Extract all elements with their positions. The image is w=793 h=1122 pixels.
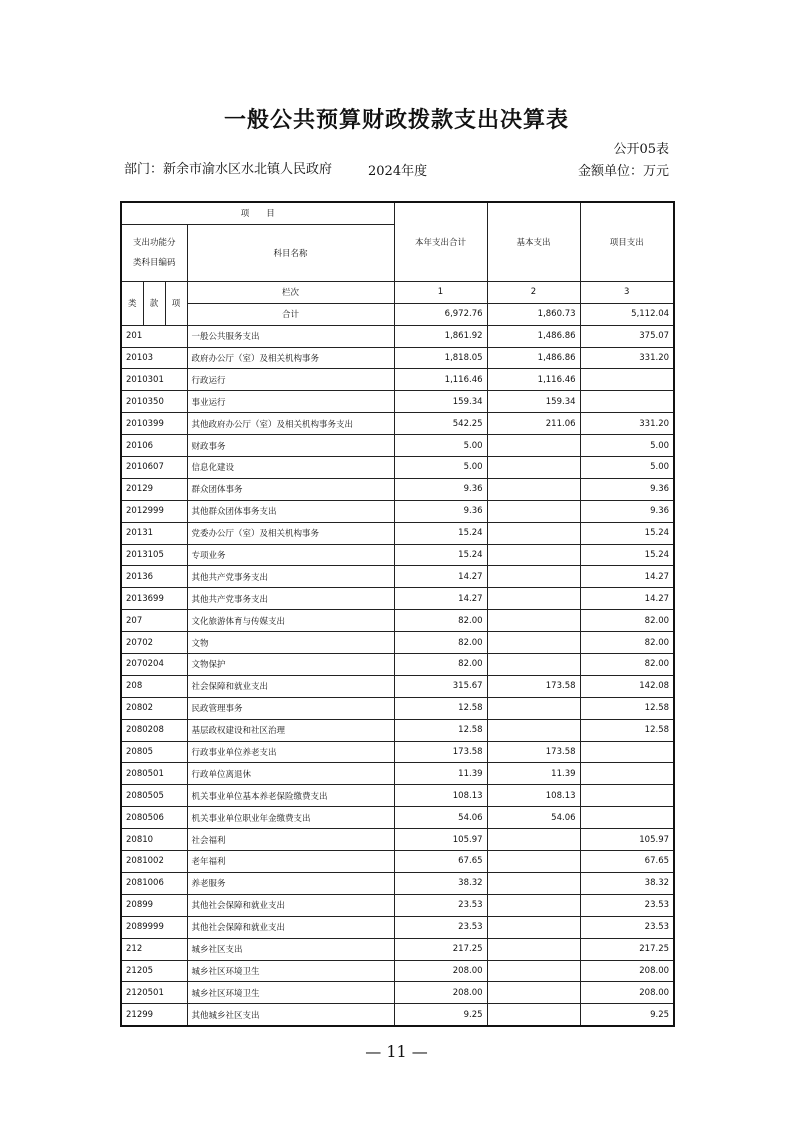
total-row-total: 6,972.76 — [394, 303, 487, 325]
row-subject-name: 基层政权建设和社区治理 — [187, 719, 394, 741]
row-basic: 11.39 — [487, 763, 580, 785]
row-project: 14.27 — [580, 588, 674, 610]
row-project: 12.58 — [580, 697, 674, 719]
row-project: 15.24 — [580, 522, 674, 544]
row-code: 207 — [121, 610, 187, 632]
row-project — [580, 369, 674, 391]
table-row — [121, 325, 674, 347]
row-subject-name: 党委办公厅（室）及相关机构事务 — [187, 522, 394, 544]
row-code: 2081002 — [121, 851, 187, 873]
row-code: 2010301 — [121, 369, 187, 391]
header-col-2: 2 — [487, 281, 580, 303]
row-project: 9.25 — [580, 1004, 674, 1026]
row-subject-name: 财政事务 — [187, 435, 394, 457]
row-subject-name: 行政单位离退休 — [187, 763, 394, 785]
row-total: 315.67 — [394, 675, 487, 697]
row-subject-name: 事业运行 — [187, 391, 394, 413]
row-total: 15.24 — [394, 544, 487, 566]
table-row — [121, 544, 674, 566]
row-code: 2080501 — [121, 763, 187, 785]
row-project — [580, 807, 674, 829]
row-subject-name: 专项业务 — [187, 544, 394, 566]
row-code: 2010399 — [121, 413, 187, 435]
row-code: 2120501 — [121, 982, 187, 1004]
header-xiang: 项 — [165, 281, 187, 325]
row-code: 20702 — [121, 632, 187, 654]
row-code: 20136 — [121, 566, 187, 588]
header-basic: 基本支出 — [487, 202, 580, 281]
row-basic: 173.58 — [487, 675, 580, 697]
row-total: 82.00 — [394, 610, 487, 632]
row-code: 2013699 — [121, 588, 187, 610]
row-subject-name: 其他城乡社区支出 — [187, 1004, 394, 1026]
row-project: 142.08 — [580, 675, 674, 697]
row-basic — [487, 588, 580, 610]
row-basic — [487, 938, 580, 960]
row-project: 208.00 — [580, 982, 674, 1004]
table-row — [121, 347, 674, 369]
row-project: 23.53 — [580, 916, 674, 938]
table-row — [121, 938, 674, 960]
row-subject-name: 群众团体事务 — [187, 478, 394, 500]
table-row — [121, 829, 674, 851]
table-row — [121, 500, 674, 522]
row-basic — [487, 632, 580, 654]
row-code: 212 — [121, 938, 187, 960]
row-total: 67.65 — [394, 851, 487, 873]
row-project: 105.97 — [580, 829, 674, 851]
row-project: 82.00 — [580, 654, 674, 676]
row-project: 375.07 — [580, 325, 674, 347]
row-total: 12.58 — [394, 719, 487, 741]
row-total: 5.00 — [394, 457, 487, 479]
row-total: 14.27 — [394, 588, 487, 610]
row-basic: 54.06 — [487, 807, 580, 829]
table-row — [121, 391, 674, 413]
row-project: 331.20 — [580, 347, 674, 369]
row-total: 5.00 — [394, 435, 487, 457]
row-total: 11.39 — [394, 763, 487, 785]
row-code: 2012999 — [121, 500, 187, 522]
row-project: 9.36 — [580, 478, 674, 500]
row-code: 201 — [121, 325, 187, 347]
form-number: 公开05表 — [613, 142, 669, 157]
row-code: 2081006 — [121, 872, 187, 894]
row-subject-name: 城乡社区环境卫生 — [187, 982, 394, 1004]
row-subject-name: 社会福利 — [187, 829, 394, 851]
row-total: 38.32 — [394, 872, 487, 894]
row-subject-name: 其他社会保障和就业支出 — [187, 916, 394, 938]
row-basic — [487, 982, 580, 1004]
row-project: 23.53 — [580, 894, 674, 916]
row-code: 2010350 — [121, 391, 187, 413]
row-basic — [487, 566, 580, 588]
row-basic — [487, 500, 580, 522]
row-project: 9.36 — [580, 500, 674, 522]
table-row — [121, 610, 674, 632]
row-basic — [487, 610, 580, 632]
row-subject-name: 行政事业单位养老支出 — [187, 741, 394, 763]
row-code: 2013105 — [121, 544, 187, 566]
row-basic: 173.58 — [487, 741, 580, 763]
header-total: 本年支出合计 — [394, 202, 487, 281]
table-row — [121, 916, 674, 938]
row-subject-name: 其他政府办公厅（室）及相关机构事务支出 — [187, 413, 394, 435]
row-subject-name: 其他共产党事务支出 — [187, 588, 394, 610]
row-project — [580, 391, 674, 413]
row-project — [580, 785, 674, 807]
table-row — [121, 741, 674, 763]
row-basic — [487, 851, 580, 873]
table-row — [121, 588, 674, 610]
row-basic: 1,116.46 — [487, 369, 580, 391]
table-row — [121, 369, 674, 391]
row-basic: 211.06 — [487, 413, 580, 435]
row-basic — [487, 872, 580, 894]
row-code: 21205 — [121, 960, 187, 982]
table-row — [121, 719, 674, 741]
row-total: 1,861.92 — [394, 325, 487, 347]
row-project — [580, 763, 674, 785]
row-project: 208.00 — [580, 960, 674, 982]
table-row — [121, 435, 674, 457]
row-code: 21299 — [121, 1004, 187, 1026]
row-total: 9.36 — [394, 500, 487, 522]
row-basic — [487, 916, 580, 938]
row-project: 331.20 — [580, 413, 674, 435]
row-total: 9.25 — [394, 1004, 487, 1026]
row-total: 12.58 — [394, 697, 487, 719]
row-subject-name: 养老服务 — [187, 872, 394, 894]
department-label: 部门：新余市渝水区水北镇人民政府 — [124, 162, 333, 177]
row-total: 108.13 — [394, 785, 487, 807]
table-row — [121, 851, 674, 873]
row-total: 105.97 — [394, 829, 487, 851]
row-subject-name: 城乡社区支出 — [187, 938, 394, 960]
row-code: 20106 — [121, 435, 187, 457]
row-project: 14.27 — [580, 566, 674, 588]
row-subject-name: 民政管理事务 — [187, 697, 394, 719]
row-code: 20899 — [121, 894, 187, 916]
row-subject-name: 社会保障和就业支出 — [187, 675, 394, 697]
table-row — [121, 785, 674, 807]
row-basic — [487, 1004, 580, 1026]
row-basic — [487, 719, 580, 741]
table-row — [121, 1004, 674, 1026]
table-row — [121, 763, 674, 785]
row-subject-name: 信息化建设 — [187, 457, 394, 479]
row-subject-name: 其他社会保障和就业支出 — [187, 894, 394, 916]
table-row — [121, 478, 674, 500]
amount-unit-label: 金额单位：万元 — [577, 164, 669, 179]
year-label: 2024年度 — [368, 164, 428, 179]
total-row-project: 5,112.04 — [580, 303, 674, 325]
table-row — [121, 872, 674, 894]
row-subject-name: 城乡社区环境卫生 — [187, 960, 394, 982]
table-row — [121, 632, 674, 654]
header-function-class-code: 支出功能分类科目编码 — [121, 224, 187, 281]
row-subject-name: 文物 — [187, 632, 394, 654]
row-code: 20802 — [121, 697, 187, 719]
row-basic — [487, 697, 580, 719]
row-total: 9.36 — [394, 478, 487, 500]
table-row — [121, 654, 674, 676]
row-code: 2080208 — [121, 719, 187, 741]
row-subject-name: 一般公共服务支出 — [187, 325, 394, 347]
table-row — [121, 960, 674, 982]
row-subject-name: 机关事业单位基本养老保险缴费支出 — [187, 785, 394, 807]
row-total: 14.27 — [394, 566, 487, 588]
row-subject-name: 政府办公厅（室）及相关机构事务 — [187, 347, 394, 369]
row-code: 20103 — [121, 347, 187, 369]
row-project: 82.00 — [580, 632, 674, 654]
header-subject-name: 科目名称 — [187, 224, 394, 281]
row-basic: 1,486.86 — [487, 347, 580, 369]
row-total: 82.00 — [394, 654, 487, 676]
row-subject-name: 其他群众团体事务支出 — [187, 500, 394, 522]
table-row — [121, 982, 674, 1004]
row-total: 1,116.46 — [394, 369, 487, 391]
row-total: 217.25 — [394, 938, 487, 960]
header-column-row: 栏次 — [187, 281, 394, 303]
row-code: 20129 — [121, 478, 187, 500]
row-total: 15.24 — [394, 522, 487, 544]
row-project: 67.65 — [580, 851, 674, 873]
page-number: — 11 — — [365, 1042, 428, 1061]
row-code: 2089999 — [121, 916, 187, 938]
row-project: 5.00 — [580, 457, 674, 479]
row-subject-name: 其他共产党事务支出 — [187, 566, 394, 588]
total-row-basic: 1,860.73 — [487, 303, 580, 325]
row-subject-name: 文化旅游体育与传媒支出 — [187, 610, 394, 632]
row-basic — [487, 960, 580, 982]
table-row — [121, 894, 674, 916]
row-project: 12.58 — [580, 719, 674, 741]
row-subject-name: 文物保护 — [187, 654, 394, 676]
total-row-label: 合计 — [187, 303, 394, 325]
row-code: 2080506 — [121, 807, 187, 829]
row-subject-name: 机关事业单位职业年金缴费支出 — [187, 807, 394, 829]
row-subject-name: 行政运行 — [187, 369, 394, 391]
row-project: 38.32 — [580, 872, 674, 894]
row-basic — [487, 829, 580, 851]
row-code: 20131 — [121, 522, 187, 544]
row-code: 208 — [121, 675, 187, 697]
row-total: 54.06 — [394, 807, 487, 829]
header-project: 项 目 — [121, 202, 394, 224]
table-row — [121, 457, 674, 479]
row-project: 5.00 — [580, 435, 674, 457]
row-total: 82.00 — [394, 632, 487, 654]
row-basic — [487, 435, 580, 457]
row-total: 208.00 — [394, 960, 487, 982]
row-total: 1,818.05 — [394, 347, 487, 369]
table-row — [121, 413, 674, 435]
row-basic: 1,486.86 — [487, 325, 580, 347]
row-total: 208.00 — [394, 982, 487, 1004]
row-total: 159.34 — [394, 391, 487, 413]
header-project-expenditure: 项目支出 — [580, 202, 674, 281]
row-basic — [487, 894, 580, 916]
header-kuan: 款 — [143, 281, 165, 325]
row-project: 15.24 — [580, 544, 674, 566]
row-code: 2070204 — [121, 654, 187, 676]
table-row — [121, 807, 674, 829]
table-row — [121, 566, 674, 588]
table-row — [121, 675, 674, 697]
row-basic — [487, 544, 580, 566]
header-lei: 类 — [121, 281, 143, 325]
row-basic — [487, 522, 580, 544]
header-col-3: 3 — [580, 281, 674, 303]
page-title: 一般公共预算财政拨款支出决算表 — [223, 108, 569, 133]
expenditure-table — [120, 201, 675, 1027]
row-total: 23.53 — [394, 894, 487, 916]
table-row — [121, 522, 674, 544]
row-code: 20810 — [121, 829, 187, 851]
row-subject-name: 老年福利 — [187, 851, 394, 873]
row-total: 542.25 — [394, 413, 487, 435]
row-basic: 108.13 — [487, 785, 580, 807]
table-row — [121, 697, 674, 719]
row-total: 173.58 — [394, 741, 487, 763]
row-project: 217.25 — [580, 938, 674, 960]
row-project — [580, 741, 674, 763]
row-basic: 159.34 — [487, 391, 580, 413]
row-basic — [487, 654, 580, 676]
row-basic — [487, 457, 580, 479]
row-basic — [487, 478, 580, 500]
row-code: 2010607 — [121, 457, 187, 479]
row-total: 23.53 — [394, 916, 487, 938]
row-project: 82.00 — [580, 610, 674, 632]
row-code: 20805 — [121, 741, 187, 763]
header-col-1: 1 — [394, 281, 487, 303]
row-code: 2080505 — [121, 785, 187, 807]
